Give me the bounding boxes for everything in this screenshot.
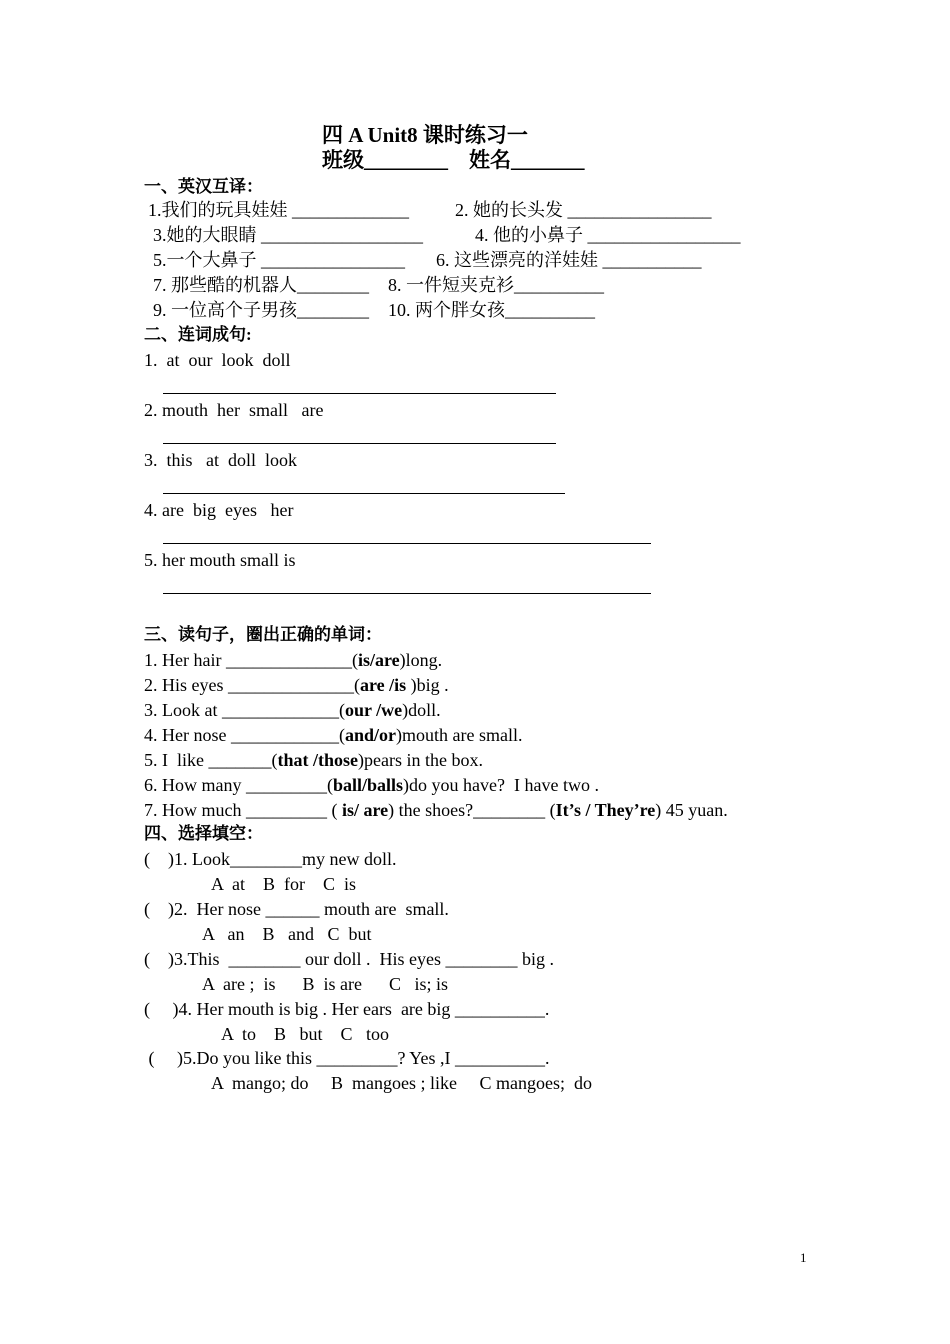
- translation-item: 7. 那些酷的机器人________: [153, 275, 369, 295]
- translation-item: 8. 一件短夹克衫__________: [388, 275, 604, 295]
- page-number: 1: [800, 1250, 807, 1265]
- choice-options: A an B and C but: [202, 924, 372, 944]
- choice-question: ( )4. Her mouth is big . Her ears are big __________.: [144, 999, 550, 1019]
- circle-word-item: 5. I like _______(that /those)pears in the box.: [144, 750, 483, 770]
- word-options: ball/balls: [332, 775, 404, 795]
- circle-word-item: 4. Her nose ____________(and/or)mouth are small.: [144, 725, 523, 745]
- circle-word-item: 6. How many _________(ball/balls)do you have? I have two .: [144, 775, 599, 795]
- choice-options: A at B for C is: [211, 874, 357, 894]
- section4-heading: 四、选择填空：: [144, 824, 263, 843]
- word-options: is/ are: [341, 800, 389, 820]
- section2-heading: 二、连词成句:: [144, 325, 252, 344]
- translation-item: 5.一个大鼻子 ________________: [153, 250, 405, 270]
- word-order-item: 4. are big eyes her: [144, 500, 294, 520]
- translation-item: 1.我们的玩具娃娃 _____________: [148, 200, 409, 220]
- section3-heading: 三、读句子，圈出正确的单词：: [144, 625, 382, 644]
- choice-question: ( )5.Do you like this _________? Yes ,I __________.: [144, 1048, 550, 1068]
- class-name-line: 班级________ 姓名_______: [322, 148, 585, 172]
- circle-word-item: 1. Her hair ______________(is/are)long.: [144, 650, 443, 670]
- word-options: that /those: [277, 750, 358, 770]
- choice-question: ( )3.This ________ our doll . His eyes ________ big .: [144, 949, 554, 969]
- circle-word-item: 7. How much _________ ( is/ are) the shoes?________ (It’s / They’re) 45 yuan.: [144, 800, 728, 820]
- word-options: are /is: [359, 675, 407, 695]
- circle-word-item: 3. Look at _____________(our /we)doll.: [144, 700, 441, 720]
- section1-heading: 一、英汉互译：: [144, 177, 263, 196]
- choice-options: A mango; do B mangoes ; like C mangoes; do: [211, 1073, 592, 1093]
- translation-item: 10. 两个胖女孩__________: [388, 300, 595, 320]
- answer-line: [163, 393, 556, 394]
- translation-item: 6. 这些漂亮的洋娃娃 ___________: [436, 250, 702, 270]
- word-order-item: 2. mouth her small are: [144, 400, 324, 420]
- answer-line: [163, 443, 556, 444]
- word-options: It’s / They’re: [555, 800, 656, 820]
- choice-question: ( )2. Her nose ______ mouth are small.: [144, 899, 449, 919]
- answer-line: [163, 593, 651, 594]
- answer-line: [163, 543, 651, 544]
- translation-item: 3.她的大眼睛 __________________: [153, 225, 423, 245]
- translation-item: 2. 她的长头发 ________________: [455, 200, 712, 220]
- word-order-item: 3. this at doll look: [144, 450, 297, 470]
- word-options: is/are: [357, 650, 400, 670]
- translation-item: 4. 他的小鼻子 _________________: [475, 225, 741, 245]
- choice-options: A to B but C too: [221, 1024, 390, 1044]
- word-options: and/or: [344, 725, 396, 745]
- word-order-item: 5. her mouth small is: [144, 550, 296, 570]
- choice-question: ( )1. Look________my new doll.: [144, 849, 397, 869]
- choice-options: A are ; is B is are C is; is: [202, 974, 448, 994]
- word-options: our /we: [344, 700, 403, 720]
- circle-word-item: 2. His eyes ______________(are /is )big .: [144, 675, 449, 695]
- translation-item: 9. 一位高个子男孩________: [153, 300, 369, 320]
- page-title: 四 A Unit8 课时练习一: [322, 123, 528, 147]
- word-order-item: 1. at our look doll: [144, 350, 291, 370]
- answer-line: [163, 493, 565, 494]
